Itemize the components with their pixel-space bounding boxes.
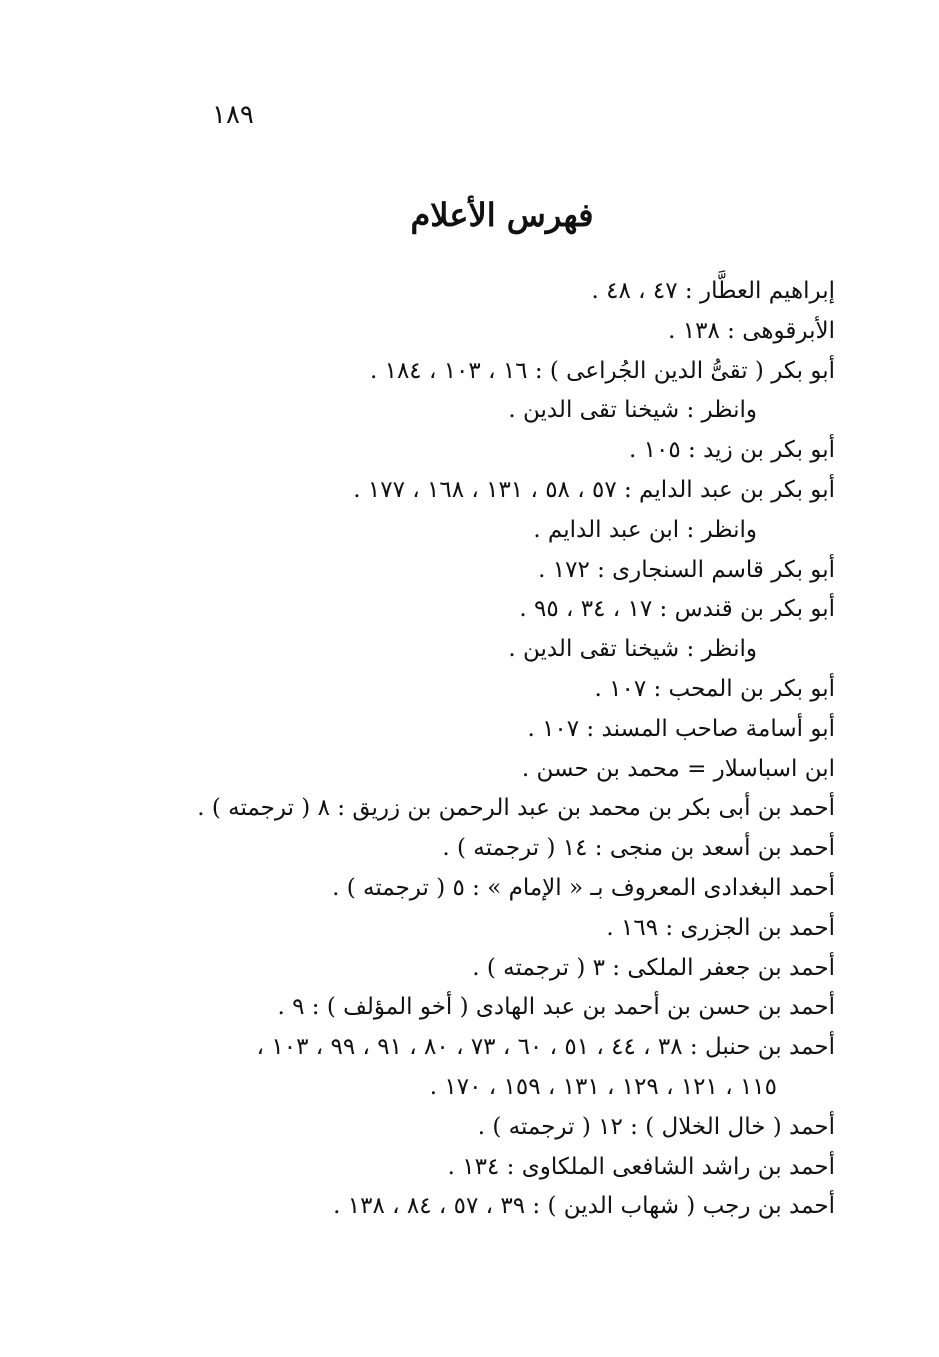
index-entry-continuation: ١١٥ ، ١٢١ ، ١٢٩ ، ١٣١ ، ١٥٩ ، ١٧٠ . [429, 1073, 777, 1100]
index-entry: أحمد بن أبى بكر بن محمد بن عبد الرحمن بن زريق : ٨ ( ترجمته ) . [197, 795, 835, 822]
index-cross-reference: وانظر : شيخنا تقى الدين . [508, 636, 757, 663]
index-entry: أبو أسامة صاحب المسند : ١٠٧ . [527, 715, 835, 742]
index-entry: أحمد ( خال الخلال ) : ١٢ ( ترجمته ) . [477, 1113, 835, 1140]
index-entry: أبو بكر قاسم السنجارى : ١٧٢ . [538, 556, 835, 583]
index-cross-reference: وانظر : ابن عبد الدايم . [533, 516, 757, 543]
index-entry: أبو بكر بن قندس : ١٧ ، ٣٤ ، ٩٥ . [519, 596, 835, 623]
index-entry: أحمد بن رجب ( شهاب الدين ) : ٣٩ ، ٥٧ ، ٨٤ ، ١٣٨ . [333, 1193, 835, 1220]
index-entry: أحمد بن أسعد بن منجى : ١٤ ( ترجمته ) . [442, 835, 835, 862]
index-entry: أبو بكر بن زيد : ١٠٥ . [629, 437, 835, 464]
index-entry: الأبرقوهى : ١٣٨ . [668, 317, 835, 344]
index-cross-reference: وانظر : شيخنا تقى الدين . [508, 397, 757, 424]
index-entry: ابن اسباسلار = محمد بن حسن . [521, 755, 835, 782]
index-entry: أحمد بن جعفر الملكى : ٣ ( ترجمته ) . [472, 954, 835, 981]
index-entry: أحمد بن حنبل : ٣٨ ، ٤٤ ، ٥١ ، ٦٠ ، ٧٣ ، ٨٠ ، ٩١ ، ٩٩ ، ١٠٣ ، [256, 1034, 835, 1061]
page-title: فهرس الأعلام [410, 196, 594, 234]
index-entry: أحمد البغدادى المعروف بـ « الإمام » : ٥ ( ترجمته ) . [332, 874, 835, 901]
page-number: ١٨٩ [212, 100, 254, 130]
index-entry: أبو بكر ( تقىُّ الدين الجُراعى ) : ١٦ ، ١٠٣ ، ١٨٤ . [369, 357, 835, 384]
index-entry: أحمد بن الجزرى : ١٦٩ . [606, 914, 835, 941]
index-entry: أبو بكر بن المحب : ١٠٧ . [594, 675, 835, 702]
index-entry: أحمد بن راشد الشافعى الملكاوى : ١٣٤ . [447, 1153, 835, 1180]
index-entry: أبو بكر بن عبد الدايم : ٥٧ ، ٥٨ ، ١٣١ ، ١٦٨ ، ١٧٧ . [353, 476, 835, 503]
index-list [135, 272, 835, 1227]
index-entry: أحمد بن حسن بن أحمد بن عبد الهادى ( أخو المؤلف ) : ٩ . [277, 994, 835, 1021]
index-entry: إبراهيم العطَّار : ٤٧ ، ٤٨ . [591, 278, 835, 304]
